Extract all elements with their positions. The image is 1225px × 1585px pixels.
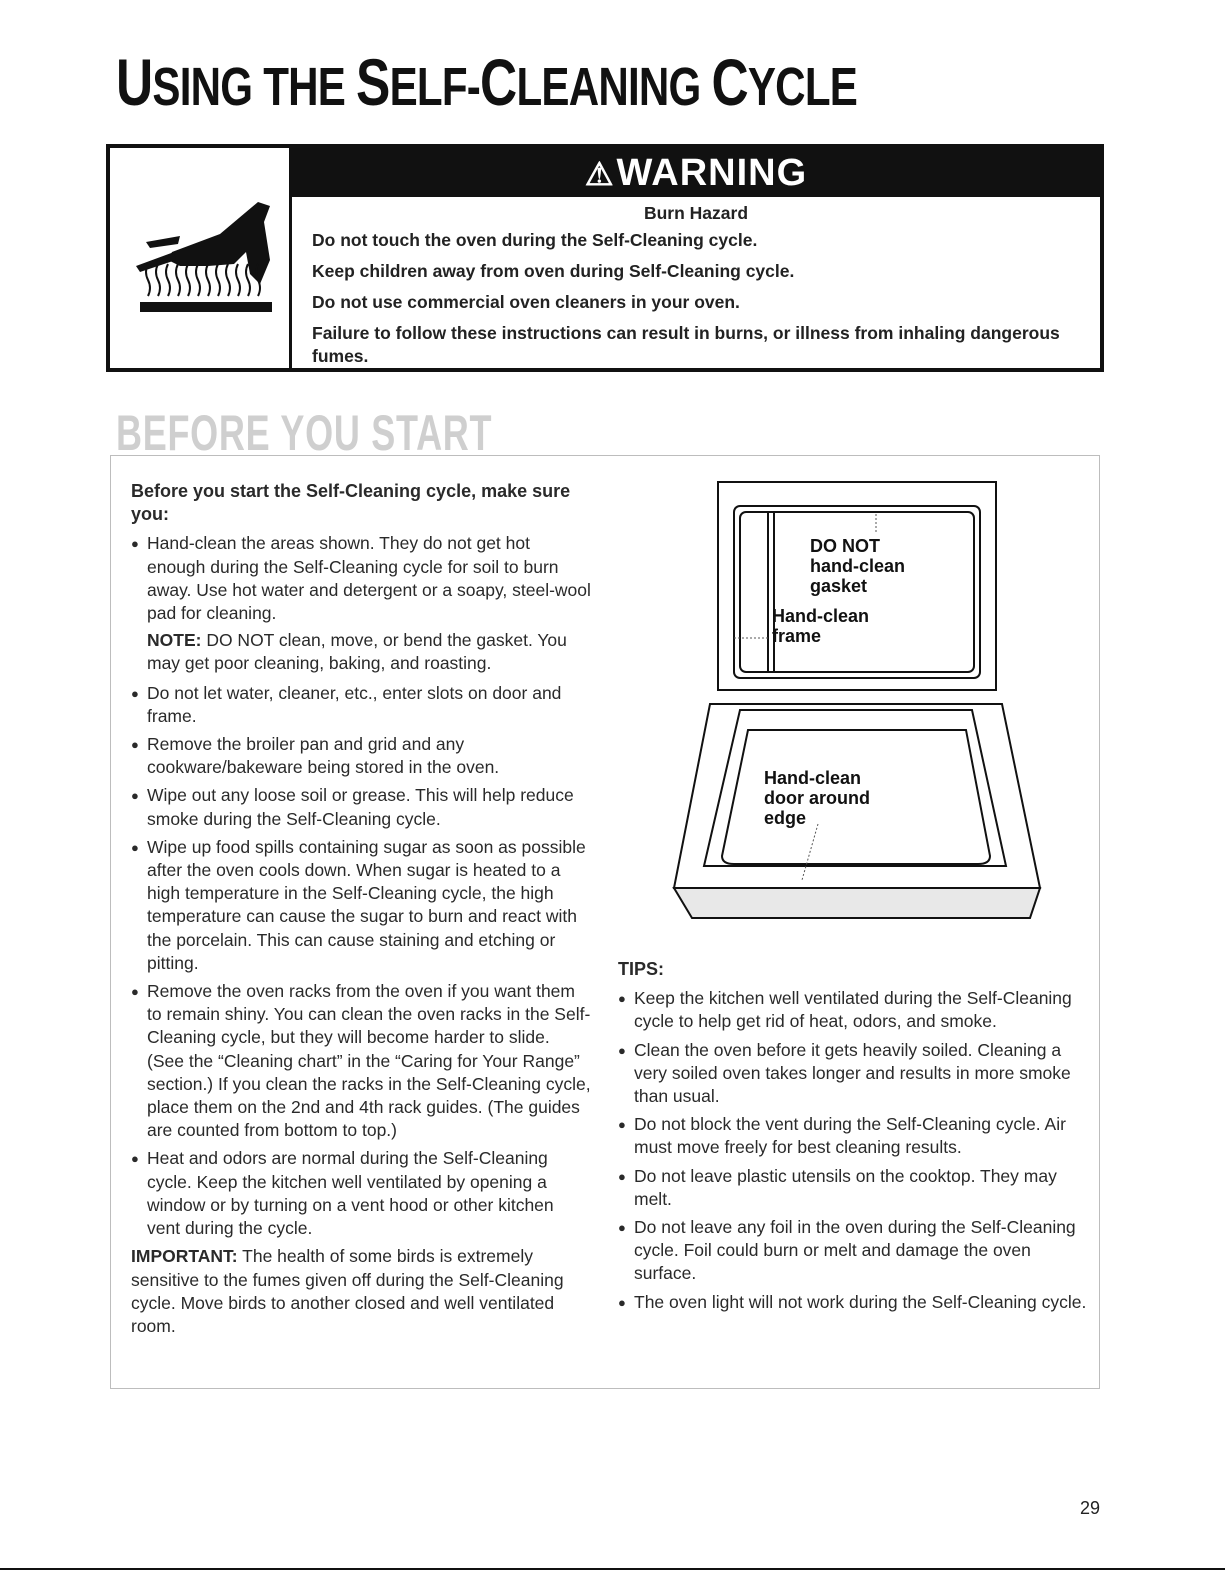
list-item: [131, 532, 591, 675]
section-title: BEFORE YOU START: [116, 405, 493, 461]
list-item: ● Remove the broiler pan and grid and any cookware/bakeware being stored in the oven.: [131, 733, 591, 779]
title-initial: C: [711, 45, 748, 119]
door-bottom-edge: [674, 888, 1040, 918]
title-initial: C: [480, 45, 517, 119]
page-title: [116, 44, 857, 120]
diagram-label: Hand-clean: [772, 606, 870, 626]
list-item: ● Keep the kitchen well ventilated during the Self-Cleaning cycle to help get rid of heat, odors, and smoke.: [618, 987, 1088, 1033]
prep-list: [131, 532, 591, 1240]
warning-line: Do not touch the oven during the Self-Cleaning cycle.: [312, 230, 758, 250]
list-item: ● The oven light will not work during the Self-Cleaning cycle.: [618, 1291, 1088, 1314]
list-item: ● Do not block the vent during the Self-Cleaning cycle. Air must move freely for best cleaning results.: [618, 1113, 1088, 1159]
diagram-label: DO NOT: [810, 536, 880, 556]
bottom-rule: [0, 1568, 1225, 1570]
list-item: ● Do not leave any foil in the oven during the Self-Cleaning cycle. Foil could burn or melt and damage the oven surface.: [618, 1216, 1088, 1286]
diagram-label: hand-clean: [810, 556, 906, 576]
title-word: YCLE: [747, 57, 858, 117]
warning-box: [106, 144, 1104, 372]
list-item: ● Clean the oven before it gets heavily soiled. Cleaning a very soiled oven takes longer and results in more smoke than usual.: [618, 1039, 1088, 1109]
warning-header-text: WARNING: [616, 152, 808, 194]
oven-cleaning-diagram: [668, 478, 1048, 923]
list-item: ● Do not let water, cleaner, etc., enter slots on door and frame.: [131, 682, 591, 728]
title-word: ELF-: [389, 57, 481, 117]
burn-hazard-hand-icon: [110, 148, 292, 368]
diagram-label: door around: [764, 788, 870, 808]
list-item: ● Remove the oven racks from the oven if you want them to remain shiny. You can clean the oven racks in the Self-Cleaning cycle, but they will become harder to slide. (See the “Cleaning chart” in the “Caring for Your Range” section.) If you clean the racks in the Self-Cleaning cycle, place them on the 2nd and 4th rack guides. (The guides are counted from bottom to top.): [131, 980, 591, 1142]
warning-line: Do not use commercial oven cleaners in your oven.: [312, 292, 740, 312]
important-label: IMPORTANT:: [131, 1246, 238, 1267]
list-item: ● Wipe out any loose soil or grease. This will help reduce smoke during the Self-Cleaning cycle.: [131, 784, 591, 830]
before-you-start-column: [131, 480, 591, 1338]
note-text: DO NOT clean, move, or bend the gasket. You may get poor cleaning, baking, and roasting.: [147, 630, 567, 674]
list-item: ● Wipe up food spills containing sugar as soon as possible after the oven cools down. When sugar is heated to a high temperature in the Self-Cleaning cycle, the high temperature can cause the sugar to burn and react with the porcelain. This can cause staining and etching or pitting.: [131, 836, 591, 975]
diagram-label: Hand-clean: [764, 768, 862, 788]
warning-line: Failure to follow these instructions can result in burns, or illness from inhaling dangerous fumes.: [312, 323, 1060, 366]
list-item: ● Do not leave plastic utensils on the cooktop. They may melt.: [618, 1165, 1088, 1211]
note-label: NOTE:: [147, 630, 202, 651]
warning-line: Keep children away from oven during Self-Cleaning cycle.: [312, 261, 795, 281]
diagram-label: gasket: [810, 576, 868, 596]
diagram-label: edge: [764, 808, 807, 828]
note: [147, 629, 591, 675]
list-item: ● Heat and odors are normal during the Self-Cleaning cycle. Keep the kitchen well ventilated by opening a window or by turning on a vent hood or other kitchen vent during the cycle.: [131, 1147, 591, 1240]
title-initial: S: [356, 45, 390, 119]
list-item-text: Hand-clean the areas shown. They do not get hot enough during the Self-Cleaning cycle for soil to burn away. Use hot water and detergent or a soapy, steel-wool pad for cleaning.: [147, 533, 591, 624]
diagram-label: frame: [772, 626, 822, 646]
title-initial: U: [116, 45, 153, 119]
hazard-type: Burn Hazard: [643, 203, 749, 223]
tips-list: [618, 987, 1088, 1314]
title-word: LEANING: [516, 57, 712, 117]
warning-body: [312, 202, 1080, 376]
important-note: [131, 1245, 591, 1338]
tips-column: [618, 958, 1088, 1319]
important-text: The health of some birds is extremely sensitive to the fumes given off during the Self-Cleaning cycle. Move birds to another closed and well ventilated room.: [131, 1246, 564, 1336]
tips-label: TIPS:: [618, 959, 665, 979]
title-word: SING: [152, 57, 264, 117]
warning-icon-cell: [110, 148, 292, 368]
warning-triangle-icon: ⚠: [584, 156, 615, 192]
section-lead: Before you start the Self-Cleaning cycle, make sure you:: [131, 481, 571, 525]
door-callout-line: [802, 824, 818, 880]
page-number: 29: [1080, 1498, 1101, 1518]
title-word: THE: [263, 57, 357, 117]
warning-header: [292, 148, 1100, 197]
